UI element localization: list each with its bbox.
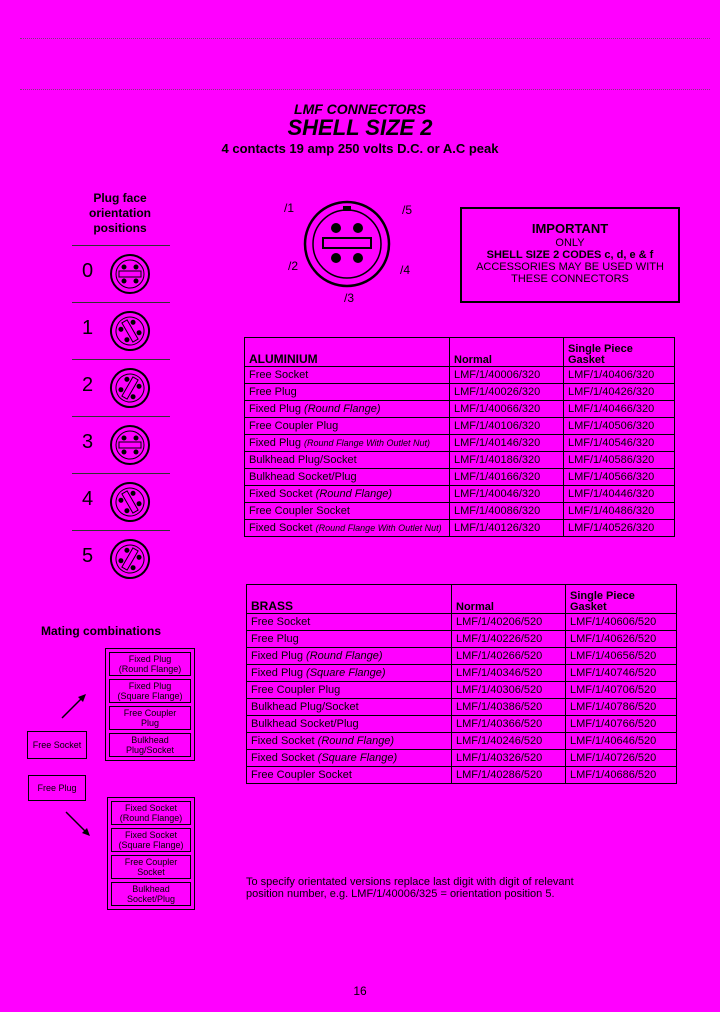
table-header-row xyxy=(245,338,675,367)
important-title: IMPORTANT xyxy=(531,221,609,236)
mating-cell: Free Coupler Socket xyxy=(111,855,191,879)
orientation-number: 4 xyxy=(82,488,94,510)
contact-label: /5 xyxy=(402,203,413,217)
important-line: THESE CONNECTORS xyxy=(511,273,629,285)
table-row: Free Plug LMF/1/40026/320 LMF/1/40426/320 xyxy=(245,384,675,401)
table-row: Free Socket LMF/1/40006/320 LMF/1/40406/320 xyxy=(245,367,675,384)
orientation-row xyxy=(72,245,170,303)
mating-free-plug: Free Plug xyxy=(28,775,86,801)
contact-label: /3 xyxy=(344,291,355,305)
table-row: Fixed Socket (Square Flange) LMF/1/40326/520 LMF/1/40726/520 xyxy=(247,750,677,767)
table-row: Bulkhead Plug/Socket LMF/1/40386/520 LMF/1/40786/520 xyxy=(247,699,677,716)
column-header-normal: Normal xyxy=(452,585,566,614)
important-line: ONLY xyxy=(555,237,585,249)
contact-label: /1 xyxy=(284,201,295,215)
orientation-grid xyxy=(72,245,170,587)
page-subtitle: 4 contacts 19 amp 250 volts D.C. or A.C peak xyxy=(221,141,499,156)
table-row: Fixed Plug (Round Flange) LMF/1/40066/320 LMF/1/40466/320 xyxy=(245,401,675,418)
contact-label: /2 xyxy=(288,259,299,273)
header-rule-bottom xyxy=(20,89,710,90)
plug-face-icon xyxy=(108,309,152,353)
table-row: Free Socket LMF/1/40206/520 LMF/1/40606/520 xyxy=(247,614,677,631)
mating-free-socket: Free Socket xyxy=(27,731,87,759)
table-row: Bulkhead Socket/Plug LMF/1/40166/320 LMF/1/40566/320 xyxy=(245,469,675,486)
orientation-number: 3 xyxy=(82,431,94,453)
page-number: 16 xyxy=(353,984,367,998)
orientation-row xyxy=(72,474,170,531)
table-row: Fixed Plug (Round Flange With Outlet Nut) LMF/1/40146/320 LMF/1/40546/320 xyxy=(245,435,675,452)
orientation-number: 0 xyxy=(82,260,94,282)
mating-stack-lower xyxy=(107,797,195,910)
mating-cell: Bulkhead Socket/Plug xyxy=(111,882,191,906)
table-row: Free Coupler Socket LMF/1/40286/520 LMF/1/40686/520 xyxy=(247,767,677,784)
important-line: SHELL SIZE 2 CODES c, d, e & f xyxy=(486,249,654,261)
table-row: Bulkhead Plug/Socket LMF/1/40186/320 LMF/1/40586/320 xyxy=(245,452,675,469)
arrow-up-right-icon xyxy=(58,690,90,722)
mating-cell: Fixed Plug (Square Flange) xyxy=(109,679,191,703)
plug-face-icon xyxy=(108,252,152,296)
header-rule-top xyxy=(20,38,710,39)
orientation-number: 5 xyxy=(82,545,94,567)
orientation-number: 1 xyxy=(82,317,94,339)
orientation-note: To specify orientated versions replace last digit with digit of relevant position number, e.g. LMF/1/40006/325 = orientation position 5. xyxy=(246,876,574,900)
mating-cell: Fixed Socket (Round Flange) xyxy=(111,801,191,825)
important-line: ACCESSORIES MAY BE USED WITH xyxy=(476,261,664,273)
orientation-row xyxy=(72,417,170,474)
table-row: Fixed Socket (Round Flange) LMF/1/40246/520 LMF/1/40646/520 xyxy=(247,733,677,750)
column-header-normal: Normal xyxy=(450,338,564,367)
series-title: LMF CONNECTORS xyxy=(294,101,426,117)
section-heading: BRASS xyxy=(247,585,452,614)
plug-face-icon xyxy=(108,480,152,524)
mating-cell: Free Coupler Plug xyxy=(109,706,191,730)
table-row: Fixed Plug (Square Flange) LMF/1/40346/520 LMF/1/40746/520 xyxy=(247,665,677,682)
important-notice xyxy=(460,207,680,303)
table-row: Bulkhead Socket/Plug LMF/1/40366/520 LMF/1/40766/520 xyxy=(247,716,677,733)
table-row: Fixed Plug (Round Flange) LMF/1/40266/520 LMF/1/40656/520 xyxy=(247,648,677,665)
orientation-row xyxy=(72,303,170,360)
orientation-number: 2 xyxy=(82,374,94,396)
column-header-gasket: Single Piece Gasket xyxy=(566,585,677,614)
page-title: SHELL SIZE 2 xyxy=(287,115,433,140)
table-row: Free Coupler Plug LMF/1/40306/520 LMF/1/40706/520 xyxy=(247,682,677,699)
orientation-title: Plug face orientation positions xyxy=(89,191,151,235)
column-header-gasket: Single Piece Gasket xyxy=(564,338,675,367)
table-row: Free Plug LMF/1/40226/520 LMF/1/40626/520 xyxy=(247,631,677,648)
table-row: Fixed Socket (Round Flange With Outlet Nut) LMF/1/40126/320 LMF/1/40526/320 xyxy=(245,520,675,537)
mating-cell: Fixed Plug (Round Flange) xyxy=(109,652,191,676)
table-row: Free Coupler Plug LMF/1/40106/320 LMF/1/40506/320 xyxy=(245,418,675,435)
contact-diagram xyxy=(280,198,430,308)
section-heading: ALUMINIUM xyxy=(245,338,450,367)
plug-face-icon xyxy=(108,423,152,467)
plug-face-icon xyxy=(108,366,152,410)
table-row: Free Coupler Socket LMF/1/40086/320 LMF/1/40486/320 xyxy=(245,503,675,520)
plug-face-icon xyxy=(108,537,152,581)
orientation-row xyxy=(72,531,170,587)
orientation-row xyxy=(72,360,170,417)
table-header-row xyxy=(247,585,677,614)
aluminium-table xyxy=(244,337,675,537)
table-row: Fixed Socket (Round Flange) LMF/1/40046/320 LMF/1/40446/320 xyxy=(245,486,675,503)
brass-table xyxy=(246,584,677,784)
contact-label: /4 xyxy=(400,263,411,277)
mating-cell: Fixed Socket (Square Flange) xyxy=(111,828,191,852)
mating-stack-upper xyxy=(105,648,195,761)
arrow-down-right-icon xyxy=(62,808,94,840)
mating-title: Mating combinations xyxy=(41,624,161,638)
mating-cell: Bulkhead Plug/Socket xyxy=(109,733,191,757)
